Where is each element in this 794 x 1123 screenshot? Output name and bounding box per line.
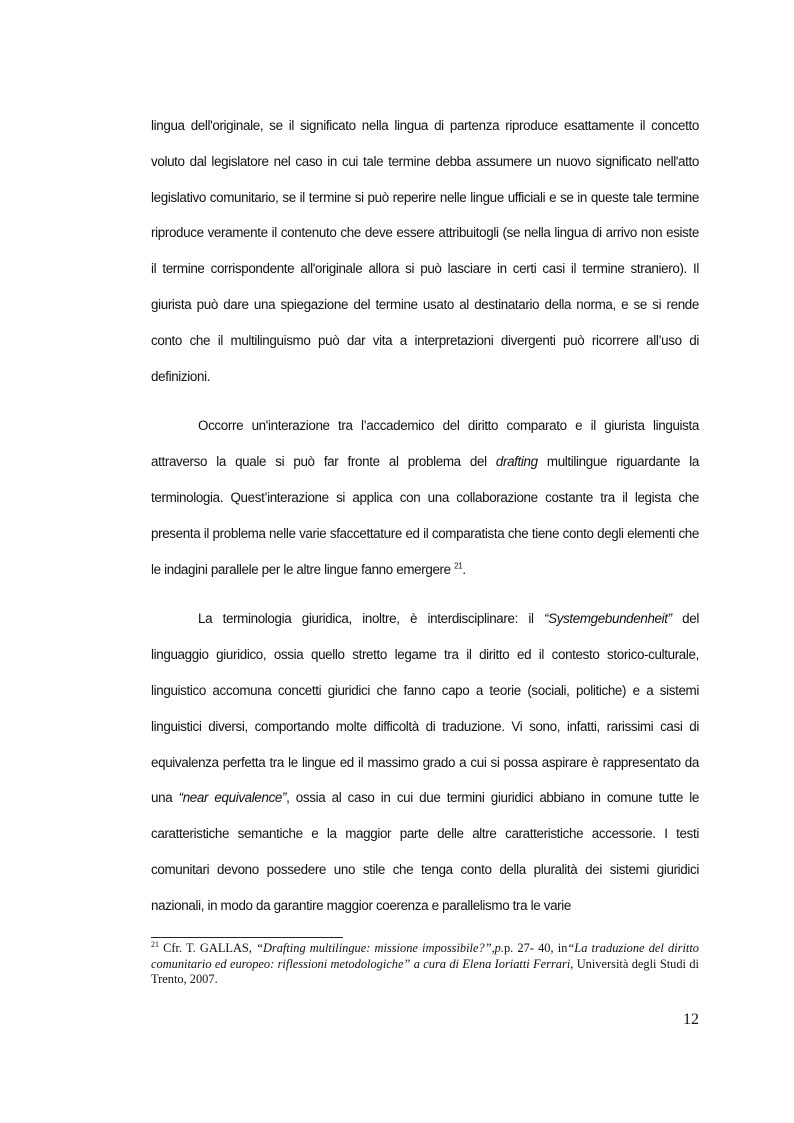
paragraph-2-text-d: . bbox=[462, 561, 466, 577]
footnote-separator bbox=[151, 937, 343, 938]
paragraph-3-text-c: del linguaggio giuridico, ossia quello stretto legame tra il diritto ed il contesto storico-culturale, linguistico accomuna concetti giuridici che fanno capo a teorie (sociali, politiche) e a sistemi linguistici diversi, comportando molte difficoltà di traduzione. Vi sono, infatti, rarissimi casi di equivalenza perfetta tra le lingue ed il massimo grado a cui si possa aspirare è rappresentato da una bbox=[151, 611, 699, 806]
footnote-number: 21 bbox=[151, 939, 159, 949]
footnote-text-a: Cfr. T. GALLAS, bbox=[159, 941, 257, 955]
footnote-pages: p. 27- 40, in bbox=[503, 941, 568, 955]
footnote-title-2: “La traduzione del diritto comunitario ed europeo: riflessioni metodologiche” a cura di Elena Ioriatti Ferrari, bbox=[151, 941, 699, 971]
near-equivalence-term: “near equivalence” bbox=[178, 790, 287, 806]
paragraph-1: lingua dell'originale, se il significato nella lingua di partenza riproduce esattamente il concetto voluto dal legislatore nel caso in cui tale termine debba assumere un nuovo significato nell'atto legislativo comunitario, se il termine si può reperire nelle lingue ufficiali e se in queste tale termine riproduce veramente il contenuto che deve essere attribuitogli (se nella lingua di arrivo non esiste il termine corrispondente all'originale allora si può lasciare in certi casi il termine straniero). Il giurista può dare una spiegazione del termine usato al destinatario della norma, e se si rende conto che il multilinguismo può dar vita a interpretazioni divergenti può ricorrere all’uso di definizioni. bbox=[151, 118, 699, 384]
page-number: 12 bbox=[683, 1011, 699, 1028]
footnote-publisher: Università degli Studi di Trento, 2007. bbox=[151, 956, 699, 987]
systemgebundenheit-term: “Systemgebundenheit” bbox=[544, 611, 672, 627]
paragraph-2 bbox=[151, 408, 699, 587]
footnote-reference[interactable]: 21 bbox=[454, 561, 463, 571]
paragraph-3 bbox=[151, 601, 699, 923]
paragraph-2-text-a: Occorre un'interazione tra l’accademico del diritto comparato e il giurista linguista attraverso la quale si può far fronte al problema del bbox=[151, 418, 699, 470]
body-text bbox=[151, 108, 699, 924]
paragraph-3-text-a: La terminologia giuridica, inoltre, è interdisciplinare: il bbox=[198, 611, 545, 627]
footnote-title-1: “Drafting multilingue: missione impossibile?”,p. bbox=[256, 941, 504, 955]
drafting-term: drafting bbox=[495, 454, 538, 470]
paragraph-2-text-c: multilingue riguardante la terminologia. Quest’interazione si applica con una collaborazione costante tra il legista che presenta il problema nelle varie sfaccettature ed il comparatista che tiene conto degli elementi che le indagini parallele per le altre lingue fanno emergere bbox=[151, 454, 699, 577]
paragraph-3-text-e: , ossia al caso in cui due termini giuridici abbiano in comune tutte le caratteristiche semantiche e la maggior parte delle altre caratteristiche accessorie. I testi comunitari devono possedere uno stile che tenga conto della pluralità dei sistemi giuridici nazionali, in modo da garantire maggior coerenza e parallelismo tra le varie bbox=[151, 790, 699, 913]
footnote bbox=[151, 941, 699, 988]
